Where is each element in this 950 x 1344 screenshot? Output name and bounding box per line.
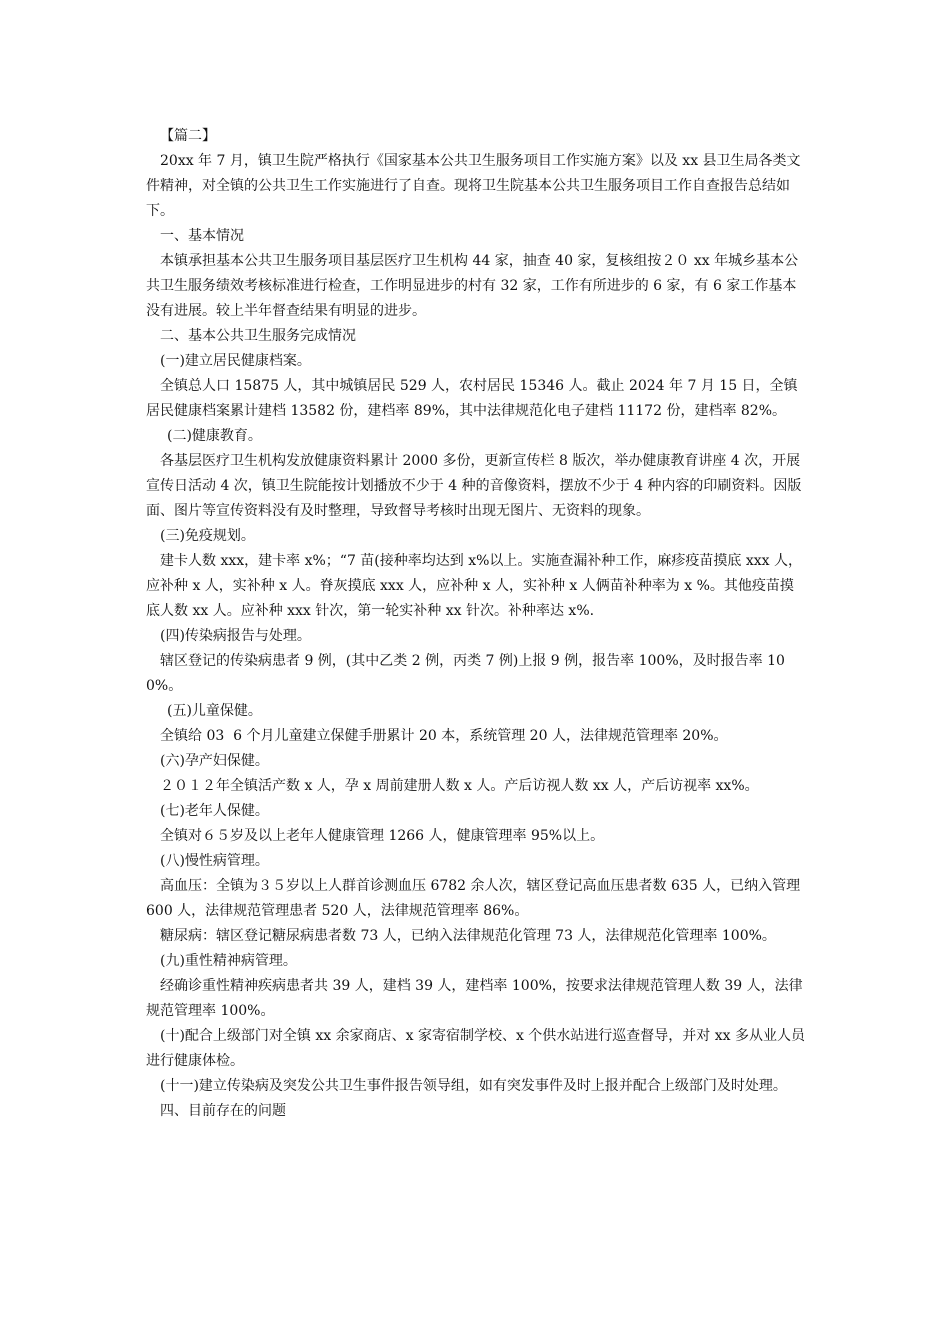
paragraph-immunization: 建卡人数 xxx，建卡率 x%；“7 苗(接种率均达到 x%以上。实施查漏补种工作，麻疹疫苗摸底 xxx 人，应补种 x 人，实补种 x 人。脊灰摸底 xxx 人，应补种 x 人，实补种 x 人俩苗补种率为 x %。其他疫苗摸底人数 xx 人。应补种 xxx 针次，第一轮实补种 xx 针次。补种率达 x%.: [146, 553, 802, 619]
subheading-health-records: (一)建立居民健康档案。: [160, 353, 311, 369]
section-heading: 【篇二】: [160, 128, 216, 144]
heading-current-problems: 四、目前存在的问题: [160, 1103, 286, 1119]
paragraph-supervision: (十)配合上级部门对全镇 xx 余家商店、x 家寄宿制学校、x 个供水站进行巡查督导，并对 xx 多从业人员进行健康体检。: [146, 1028, 805, 1069]
paragraph-health-records: 全镇总人口 15875 人，其中城镇居民 529 人，农村居民 15346 人。截止 2024 年 7 月 15 日，全镇居民健康档案累计建档 13582 份，建档率 89%，其中法律规范化电子建档 11172 份，建档率 82%。: [146, 378, 798, 419]
paragraph-diabetes: 糖尿病：辖区登记糖尿病患者数 73 人，已纳入法律规范化管理 73 人，法律规范化管理率 100%。: [160, 928, 776, 944]
subheading-elderly-health: (七)老年人保健。: [160, 803, 269, 819]
subheading-immunization: (三)免疫规划。: [160, 528, 255, 544]
paragraph-basic-situation: 本镇承担基本公共卫生服务项目基层医疗卫生机构 44 家，抽查 40 家，复核组按２０ xx 年城乡基本公共卫生服务绩效考核标准进行检查，工作明显进步的村有 32 家，工作有所进步的 6 家，有 6 家工作基本没有进展。较上半年督查结果有明显的进步。: [146, 253, 799, 319]
heading-service-completion: 二、基本公共卫生服务完成情况: [160, 328, 356, 344]
subheading-mental-illness: (九)重性精神病管理。: [160, 953, 297, 969]
paragraph-child-health: 全镇给 03 6 个月儿童建立保健手册累计 20 本，系统管理 20 人，法律规范管理率 20%。: [160, 728, 728, 744]
heading-basic-situation: 一、基本情况: [160, 228, 244, 244]
subheading-infectious-disease: (四)传染病报告与处理。: [160, 628, 311, 644]
paragraph-mental-illness: 经确诊重性精神疾病患者共 39 人，建档 39 人，建档率 100%，按要求法律规范管理人数 39 人，法律规范管理率 100%。: [146, 978, 803, 1019]
subheading-chronic-disease: (八)慢性病管理。: [160, 853, 269, 869]
document-body: [146, 124, 806, 1124]
paragraph-maternal-health: ２０１２年全镇活产数 x 人，孕 x 周前建册人数 x 人。产后访视人数 xx 人，产后访视率 xx%。: [160, 778, 759, 794]
paragraph-emergency-reporting: (十一)建立传染病及突发公共卫生事件报告领导组，如有突发事件及时上报并配合上级部门及时处理。: [160, 1078, 787, 1094]
subheading-maternal-health: (六)孕产妇保健。: [160, 753, 269, 769]
paragraph-health-education: 各基层医疗卫生机构发放健康资料累计 2000 多份，更新宣传栏 8 版次，举办健康教育讲座 4 次，开展宣传日活动 4 次，镇卫生院能按计划播放不少于 4 种的音像资料，摆放不少于 4 种内容的印刷资料。因版面、图片等宣传资料没有及时整理，导致督导考核时出现无图片、无资料的现象。: [146, 453, 802, 519]
subheading-health-education: (二)健康教育。: [167, 428, 262, 444]
paragraph-hypertension: 高血压：全镇为３５岁以上人群首诊测血压 6782 余人次，辖区登记高血压患者数 635 人，已纳入管理 600 人，法律规范管理患者 520 人，法律规范管理率 86%。: [146, 878, 805, 919]
paragraph-infectious-disease: 辖区登记的传染病患者 9 例，(其中乙类 2 例，丙类 7 例)上报 9 例，报告率 100%，及时报告率 100%。: [146, 653, 785, 694]
paragraph-elderly-health: 全镇对６５岁及以上老年人健康管理 1266 人，健康管理率 95%以上。: [160, 828, 605, 844]
intro-paragraph: 20xx 年 7 月，镇卫生院严格执行《国家基本公共卫生服务项目工作实施方案》以及 xx 县卫生局各类文件精神，对全镇的公共卫生工作实施进行了自查。现将卫生院基本公共卫生服务项目工作自查报告总结如下。: [146, 153, 801, 219]
subheading-child-health: (五)儿童保健。: [167, 703, 262, 719]
